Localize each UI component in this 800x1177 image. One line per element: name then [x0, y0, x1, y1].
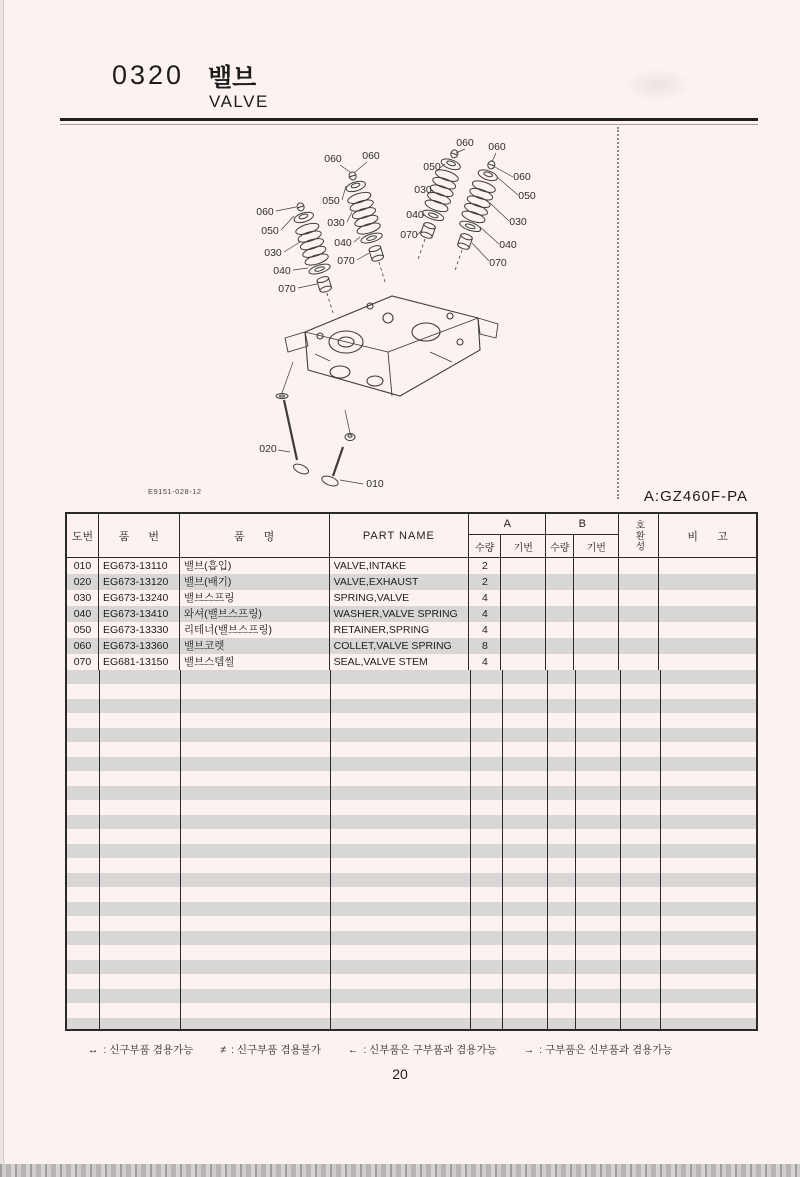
cylinder-head	[285, 296, 498, 396]
legend-symbol: →	[523, 1044, 538, 1056]
callout-060: 060	[488, 141, 506, 153]
cell-remarks	[659, 606, 756, 622]
header-qty-a: 수량	[469, 535, 501, 557]
cell-ser_b	[574, 622, 619, 638]
cell-ser_a	[501, 622, 546, 638]
callout-030: 030	[414, 184, 432, 196]
cell-part_no: EG673-13330	[99, 622, 180, 638]
scan-edge-left	[0, 0, 4, 1177]
cell-part_no: EG673-13360	[99, 638, 180, 654]
callout-060: 060	[456, 137, 474, 149]
cell-part_no: EG681-13150	[99, 654, 180, 670]
header-part-no: 품 번	[99, 514, 180, 557]
header-qty-b: 수량	[546, 535, 574, 557]
cell-name_kr: 와셔(밸브스프링)	[180, 606, 330, 622]
callout-060: 060	[362, 150, 380, 162]
cell-part_no: EG673-13240	[99, 590, 180, 606]
cell-qty_a: 8	[469, 638, 501, 654]
header-serial-b: 기번	[586, 542, 606, 554]
model-label: A:GZ460F-PA	[643, 488, 748, 505]
callout-070: 070	[337, 255, 355, 267]
cell-ser_a	[501, 558, 546, 574]
header-fig-no: 도번	[67, 514, 99, 557]
figure-code: E9151-028-12	[148, 487, 202, 496]
cell-compat	[619, 654, 659, 670]
cell-fig: 050	[67, 622, 99, 638]
callout-050: 050	[423, 161, 441, 173]
cell-part_name: SPRING,VALVE	[330, 590, 470, 606]
column-rule	[502, 670, 503, 1029]
dotted-divider	[617, 127, 619, 499]
callout-060: 060	[513, 171, 531, 183]
header-remarks: 비 고	[687, 530, 728, 543]
legend-symbol: ←	[347, 1044, 362, 1056]
table-empty-rows	[67, 670, 756, 1029]
callout-060: 060	[324, 153, 342, 165]
cell-qty_b	[546, 654, 574, 670]
callout-020: 020	[259, 443, 277, 455]
cell-qty_b	[546, 558, 574, 574]
cell-qty_a: 2	[469, 574, 501, 590]
cell-fig: 060	[67, 638, 99, 654]
column-rule	[99, 670, 100, 1029]
header-group-b: B 수량 기번	[546, 514, 619, 557]
table-row	[67, 622, 756, 638]
cell-remarks	[659, 558, 756, 574]
cell-qty_b	[546, 574, 574, 590]
cell-ser_a	[501, 638, 546, 654]
scan-edge-bottom	[0, 1164, 800, 1177]
cell-ser_b	[574, 638, 619, 654]
cell-ser_a	[501, 654, 546, 670]
section-code: 0320	[112, 60, 185, 90]
scan-smudge	[622, 68, 692, 102]
callout-030: 030	[509, 216, 527, 228]
cell-qty_a: 2	[469, 558, 501, 574]
cell-ser_b	[574, 590, 619, 606]
cell-qty_b	[546, 590, 574, 606]
cell-remarks	[659, 622, 756, 638]
legend-item	[88, 1042, 193, 1057]
cell-qty_b	[546, 638, 574, 654]
legend-symbol: ↔	[88, 1044, 102, 1056]
legend-item	[348, 1042, 497, 1057]
table-body	[67, 558, 756, 670]
cell-part_no: EG673-13120	[99, 574, 180, 590]
cell-ser_b	[574, 654, 619, 670]
legend-symbol: ≠	[220, 1044, 230, 1056]
legend-text: : 신구부품 겸용가능	[103, 1044, 194, 1056]
table-row	[67, 606, 756, 622]
header-name-kr: 품 명	[180, 514, 330, 557]
legend-text: : 신부품은 구부품과 겸용가능	[363, 1044, 497, 1056]
cell-remarks	[659, 574, 756, 590]
legend-item	[524, 1042, 673, 1057]
cell-ser_a	[501, 606, 546, 622]
cell-part_name: COLLET,VALVE SPRING	[330, 638, 470, 654]
cell-fig: 020	[67, 574, 99, 590]
table-header	[67, 514, 756, 558]
cell-compat	[619, 590, 659, 606]
compatibility-legend	[88, 1042, 758, 1057]
cell-remarks	[659, 638, 756, 654]
callout-050: 050	[322, 195, 340, 207]
page-title-en: VALVE	[209, 92, 269, 111]
cell-qty_a: 4	[469, 654, 501, 670]
cell-name_kr: 리테너(밸브스프링)	[180, 622, 330, 638]
cell-compat	[619, 558, 659, 574]
header-serial-a: 기번	[513, 542, 533, 554]
column-rule	[575, 670, 576, 1029]
column-rule	[470, 670, 471, 1029]
table-row	[67, 654, 756, 670]
cell-qty_a: 4	[469, 590, 501, 606]
callout-050: 050	[261, 225, 279, 237]
header-compat: 호환성	[619, 514, 659, 557]
cell-compat	[619, 574, 659, 590]
cell-part_name: VALVE,INTAKE	[330, 558, 470, 574]
cell-name_kr: 밸브스프링	[180, 590, 330, 606]
legend-item	[220, 1042, 321, 1057]
table-row	[67, 558, 756, 574]
callout-040: 040	[499, 239, 517, 251]
cell-name_kr: 밸브스템씰	[180, 654, 330, 670]
parts-table	[65, 512, 758, 1031]
cell-part_no: EG673-13110	[99, 558, 180, 574]
valve-010	[321, 410, 355, 488]
table-row	[67, 574, 756, 590]
callout-040: 040	[406, 209, 424, 221]
cell-part_name: VALVE,EXHAUST	[330, 574, 470, 590]
cell-remarks	[659, 590, 756, 606]
cell-fig: 010	[67, 558, 99, 574]
callout-040: 040	[273, 265, 291, 277]
cell-ser_b	[574, 558, 619, 574]
page-number: 20	[392, 1066, 408, 1082]
exploded-valve-diagram	[130, 120, 590, 517]
cell-part_name: WASHER,VALVE SPRING	[330, 606, 470, 622]
header-group-a: A 수량 기번	[469, 514, 546, 557]
cell-compat	[619, 622, 659, 638]
cell-compat	[619, 606, 659, 622]
cell-part_name: RETAINER,SPRING	[330, 622, 470, 638]
column-rule	[620, 670, 621, 1029]
cell-ser_a	[501, 574, 546, 590]
column-rule	[660, 670, 661, 1029]
callout-060: 060	[256, 206, 274, 218]
legend-text: : 신구부품 겸용불가	[231, 1044, 321, 1056]
cell-qty_b	[546, 606, 574, 622]
valve-assembly-2	[340, 169, 397, 289]
column-rule	[330, 670, 331, 1029]
table-row	[67, 638, 756, 654]
callout-030: 030	[327, 217, 345, 229]
cell-fig: 030	[67, 590, 99, 606]
table-row	[67, 590, 756, 606]
cell-ser_a	[501, 590, 546, 606]
cell-qty_a: 4	[469, 606, 501, 622]
cell-name_kr: 밸브코렛	[180, 638, 330, 654]
cell-qty_a: 4	[469, 622, 501, 638]
callout-030: 030	[264, 247, 282, 259]
cell-part_name: SEAL,VALVE STEM	[330, 654, 470, 670]
legend-text: : 구부품은 신부품과 겸용가능	[539, 1044, 673, 1056]
cell-remarks	[659, 654, 756, 670]
callout-070: 070	[278, 283, 296, 295]
column-rule	[180, 670, 181, 1029]
cell-qty_b	[546, 622, 574, 638]
cell-fig: 070	[67, 654, 99, 670]
callout-040: 040	[334, 237, 352, 249]
page-title-kr: 밸브	[208, 64, 257, 92]
cell-compat	[619, 638, 659, 654]
callout-010: 010	[366, 478, 384, 490]
callout-070: 070	[400, 229, 418, 241]
callout-050: 050	[518, 190, 536, 202]
cell-fig: 040	[67, 606, 99, 622]
column-rule	[547, 670, 548, 1029]
cell-name_kr: 밸브(흡입)	[180, 558, 330, 574]
cell-ser_b	[574, 574, 619, 590]
cell-part_no: EG673-13410	[99, 606, 180, 622]
header-part-name: PART NAME	[330, 514, 470, 557]
cell-ser_b	[574, 606, 619, 622]
callout-070: 070	[489, 257, 507, 269]
valve-020	[276, 362, 310, 476]
cell-name_kr: 밸브(배기)	[180, 574, 330, 590]
